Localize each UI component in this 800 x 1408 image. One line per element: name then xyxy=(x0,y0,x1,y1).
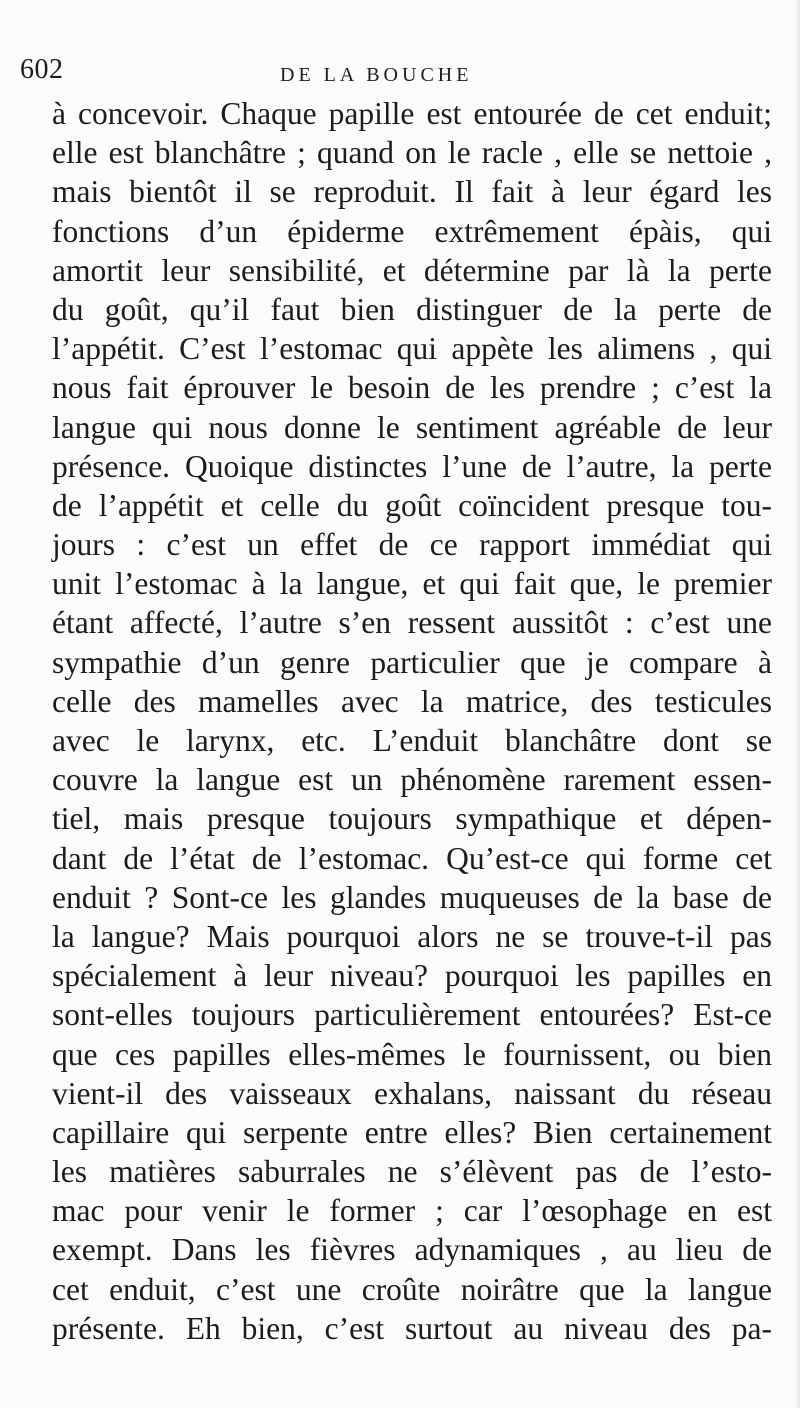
text-line: langue qui nous donne le sentiment agréable de leur xyxy=(52,409,772,445)
text-line: étant affecté, l’autre s’en ressent aussitôt : c’est une xyxy=(52,605,772,641)
text-line: l’appétit. C’est l’estomac qui appète les alimens , qui xyxy=(52,331,772,367)
text-line: enduit ? Sont-ce les glandes muqueuses de la base de xyxy=(52,879,772,915)
text-line: fonctions d’un épiderme extrêmement épàis, qui xyxy=(52,213,772,249)
text-line: avec le larynx, etc. L’enduit blanchâtre dont se xyxy=(52,723,772,758)
text-line: exempt. Dans les fièvres adynamiques , au lieu de xyxy=(52,1232,772,1268)
text-line: la langue? Mais pourquoi alors ne se trouve-t-il pas xyxy=(52,918,772,954)
text-line: présence. Quoique distinctes l’une de l’autre, la perte xyxy=(52,448,772,484)
text-line: celle des mamelles avec la matrice, des testicules xyxy=(52,683,772,719)
text-line: les matières saburrales ne s’élèvent pas de l’esto- xyxy=(52,1154,772,1190)
text-line: du goût, qu’il faut bien distinguer de la perte de xyxy=(52,291,772,327)
text-line: capillaire qui serpente entre elles? Bien certainement xyxy=(52,1114,772,1150)
text-line: unit l’estomac à la langue, et qui fait que, le premier xyxy=(52,566,772,602)
text-line: spécialement à leur niveau? pourquoi les papilles en xyxy=(52,958,772,994)
text-line: de l’appétit et celle du goût coïncident presque tou- xyxy=(52,487,772,523)
page-number: 602 xyxy=(20,54,64,85)
text-line: sympathie d’un genre particulier que je compare à xyxy=(52,644,772,680)
text-line: à concevoir. Chaque papille est entourée de cet enduit; xyxy=(52,96,772,131)
text-line: cet enduit, c’est une croûte noirâtre que la langue xyxy=(52,1271,772,1307)
text-line: vient-il des vaisseaux exhalans, naissant du réseau xyxy=(52,1075,772,1111)
text-line: dant de l’état de l’estomac. Qu’est-ce qui forme cet xyxy=(52,840,772,876)
text-line: présente. Eh bien, c’est surtout au niveau des pa- xyxy=(52,1310,772,1346)
text-line: tiel, mais presque toujours sympathique et dépen- xyxy=(52,801,772,837)
text-line: jours : c’est un effet de ce rapport immédiat qui xyxy=(52,527,772,563)
text-line: sont-elles toujours particulièrement entourées? Est-ce xyxy=(52,997,772,1033)
text-line: nous fait éprouver le besoin de les prendre ; c’est la xyxy=(52,370,772,406)
body-text xyxy=(52,94,772,1348)
text-line: que ces papilles elles-mêmes le fournissent, ou bien xyxy=(52,1036,772,1072)
text-line: amortit leur sensibilité, et détermine par là la perte xyxy=(52,252,772,288)
running-head: DE LA BOUCHE xyxy=(280,64,473,86)
text-line: couvre la langue est un phénomène rarement essen- xyxy=(52,762,772,798)
text-line: elle est blanchâtre ; quand on le racle , elle se nettoie , xyxy=(52,135,772,171)
page-edge-shadow xyxy=(794,0,800,1408)
text-line: mais bientôt il se reproduit. Il fait à leur égard les xyxy=(52,174,772,210)
text-line: mac pour venir le former ; car l’œsophage en est xyxy=(52,1193,772,1229)
